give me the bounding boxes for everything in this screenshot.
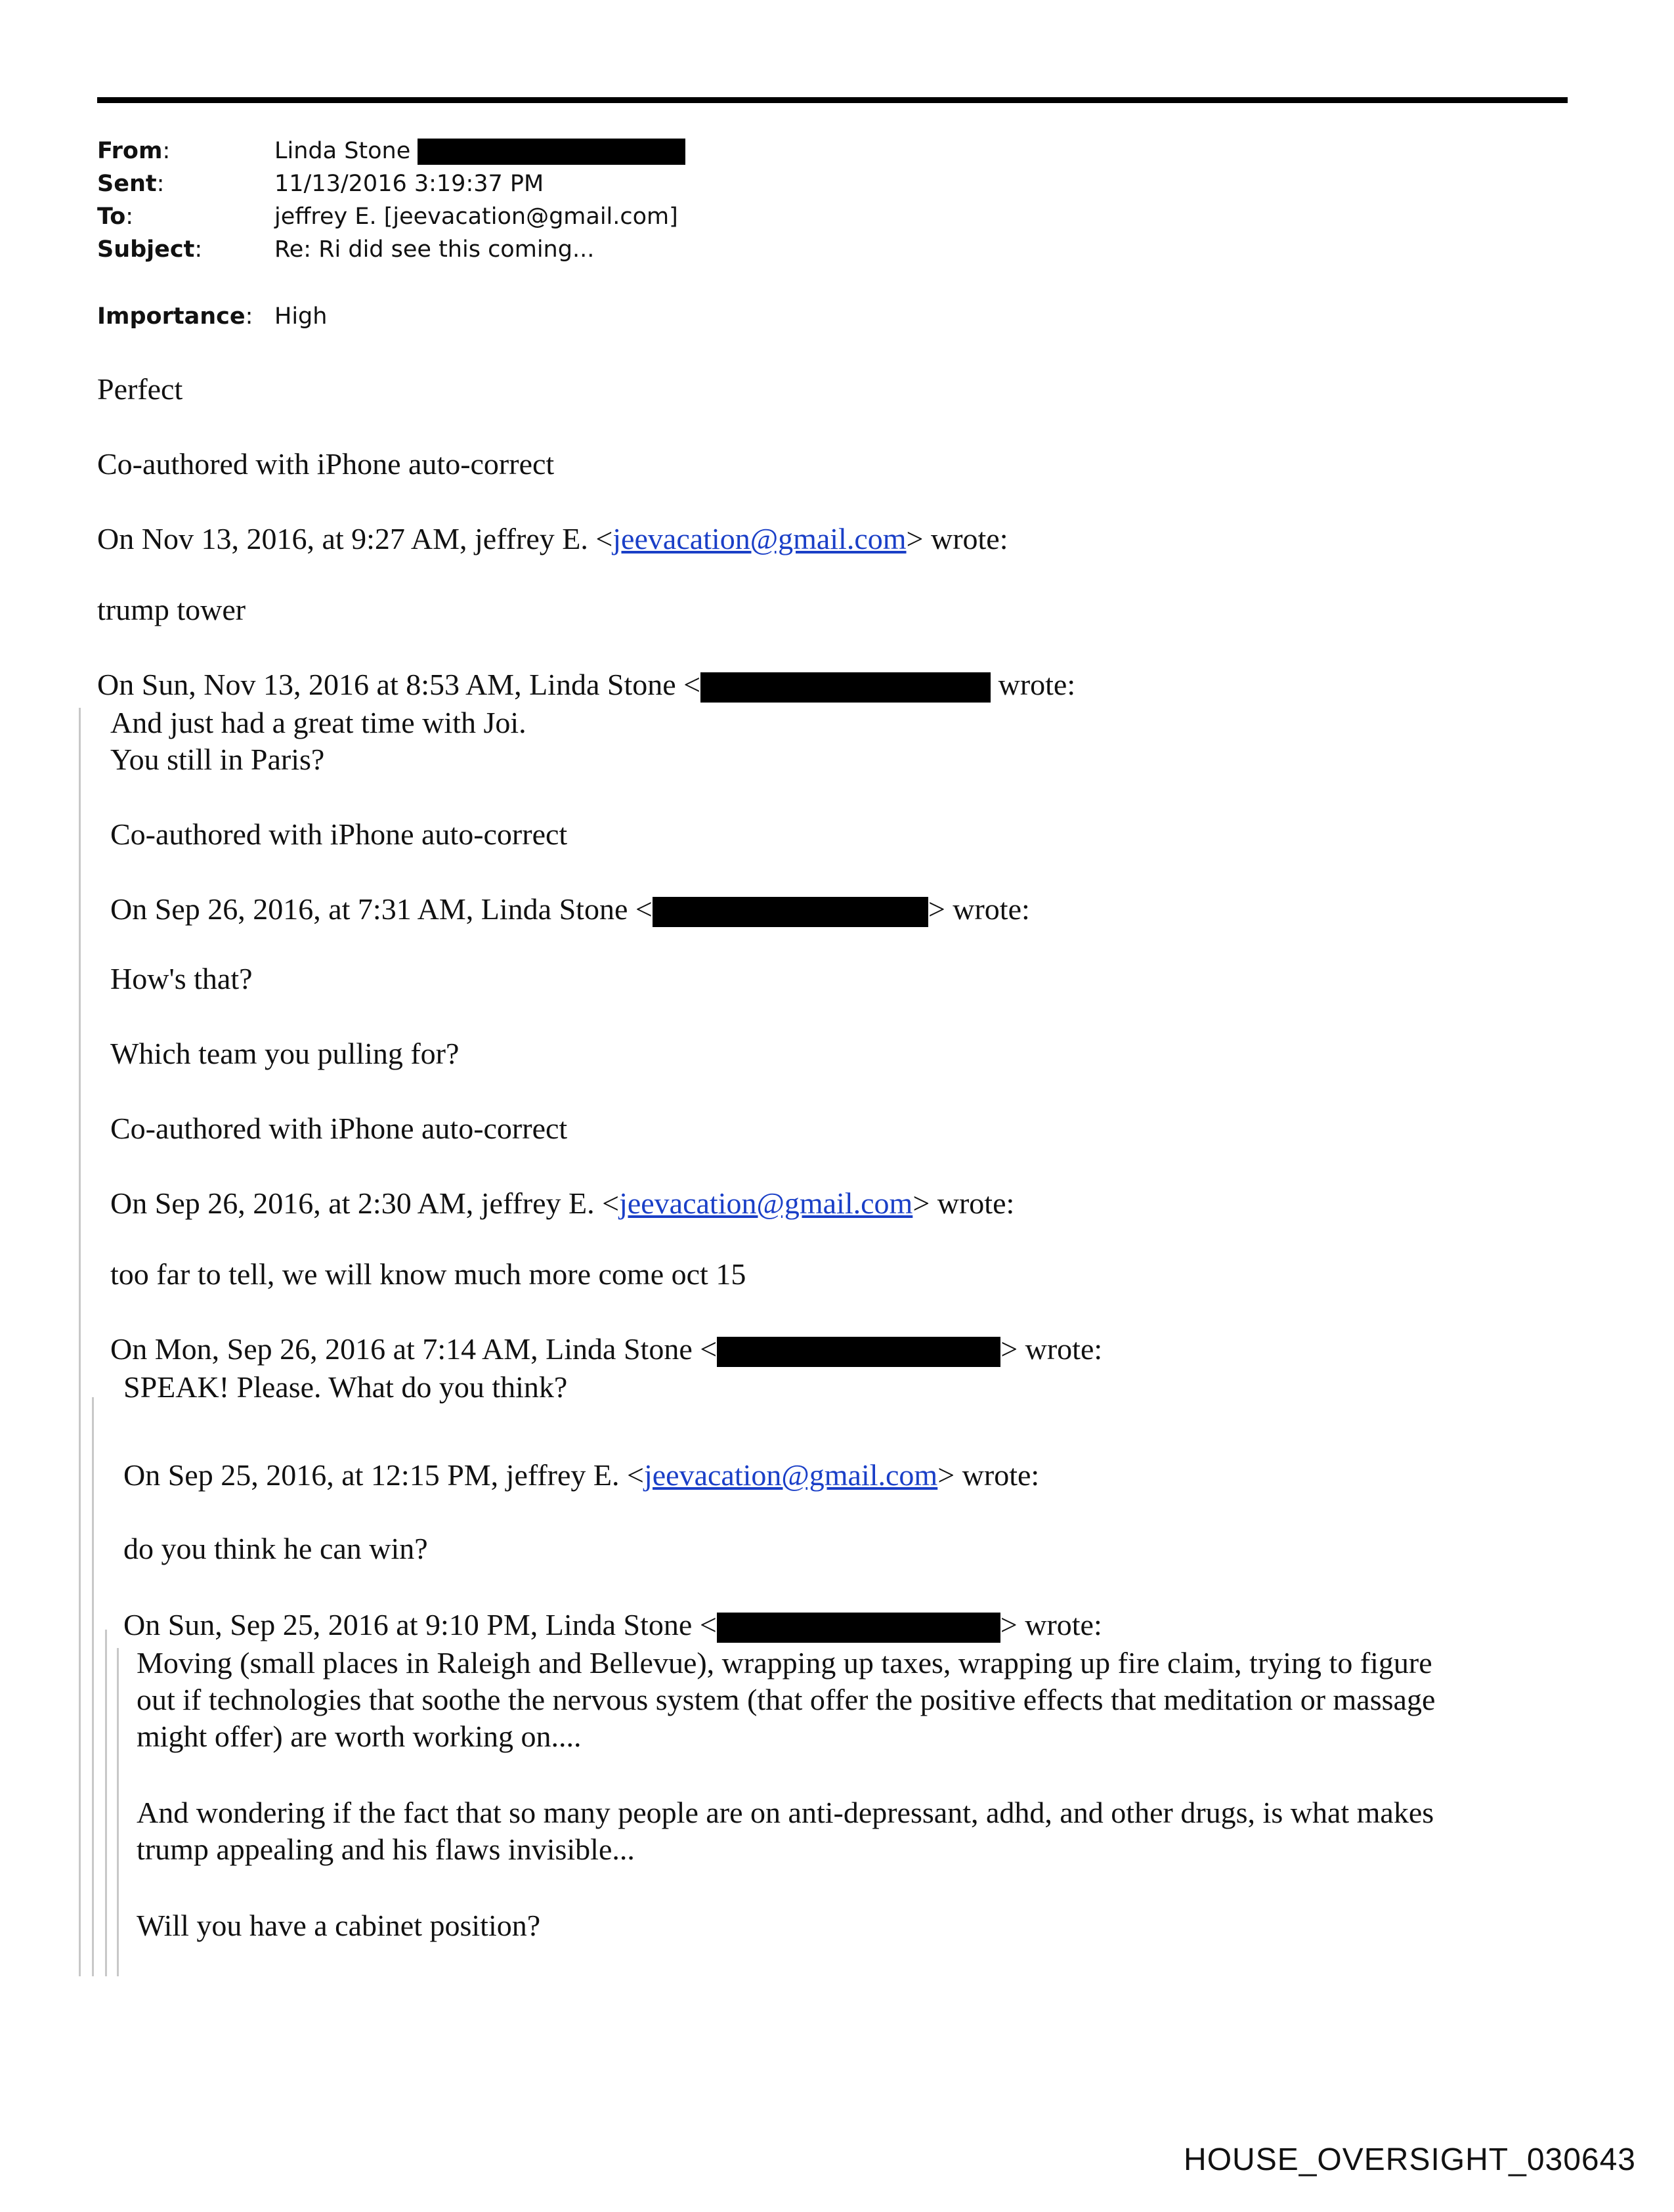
quote-bar [92,1397,94,1976]
quote-text: SPEAK! Please. What do you think? [123,1370,568,1404]
quote-text: How's that? [110,962,253,995]
quote-text: And wondering if the fact that so many people are on anti-depressant, adhd, and other drugs, is what makes [137,1796,1434,1829]
quote-header: On Sun, Nov 13, 2016 at 8:53 AM, Linda Stone < wrote: [97,666,1075,704]
to-label: To [97,204,126,230]
signature: Co-authored with iPhone auto-correct [110,1112,568,1145]
quote-header: On Sep 26, 2016, at 2:30 AM, jeffrey E. <jeevacation@gmail.com> wrote: [110,1186,1015,1220]
from-row: From: Linda Stone [97,135,170,167]
sent-label: Sent [97,171,157,197]
redaction-bar [717,1337,1000,1367]
quote-text: do you think he can win? [123,1532,428,1565]
quote-bar [117,1648,119,1976]
quote-text: Moving (small places in Raleigh and Bellevue), wrapping up taxes, wrapping up fire claim, trying to figure [137,1646,1432,1680]
quote-header: On Nov 13, 2016, at 9:27 AM, jeffrey E. <jeevacation@gmail.com> wrote: [97,522,1008,555]
importance-label: Importance [97,303,246,330]
quote-header: On Sep 25, 2016, at 12:15 PM, jeffrey E. <jeevacation@gmail.com> wrote: [123,1458,1040,1492]
quote-text: trump tower [97,593,246,626]
quote-text: trump appealing and his flaws invisible... [137,1832,635,1866]
to-value: jeffrey E. [jeevacation@gmail.com] [274,204,678,230]
signature: Co-authored with iPhone auto-correct [97,447,555,481]
quote-text: out if technologies that soothe the nervous system (that offer the positive effects that meditation or massage [137,1683,1436,1716]
importance-value: High [274,303,328,330]
quote-text: Which team you pulling for? [110,1037,460,1070]
to-row: To: jeffrey E. [jeevacation@gmail.com] [97,201,133,232]
redaction-bar [717,1613,1000,1643]
signature: Co-authored with iPhone auto-correct [110,817,568,851]
subject-label: Subject [97,236,195,263]
quote-text: Will you have a cabinet position? [137,1909,541,1942]
redaction-bar [418,139,685,165]
redaction-bar [653,897,928,927]
header-rule [97,97,1568,103]
quote-text: You still in Paris? [110,743,325,776]
email-link[interactable]: jeevacation@gmail.com [619,1186,913,1220]
quote-header: On Sep 26, 2016, at 7:31 AM, Linda Stone < > wrote: [110,890,1030,928]
sent-row: Sent: 11/13/2016 3:19:37 PM [97,168,164,200]
quote-bar [105,1630,107,1976]
reply-text: Perfect [97,372,183,406]
sent-value: 11/13/2016 3:19:37 PM [274,171,544,197]
importance-row: Importance: High [97,301,253,332]
quote-text: might offer) are worth working on.... [137,1720,582,1753]
quote-text: And just had a great time with Joi. [110,706,526,739]
subject-value: Re: Ri did see this coming... [274,236,595,263]
from-label: From [97,138,163,164]
subject-row: Subject: Re: Ri did see this coming... [97,234,202,265]
redaction-bar [700,672,991,703]
from-value: Linda Stone [274,138,411,164]
quote-header: On Mon, Sep 26, 2016 at 7:14 AM, Linda Stone < > wrote: [110,1330,1102,1368]
bates-number: HOUSE_OVERSIGHT_030643 [1184,2142,1636,2177]
quote-header: On Sun, Sep 25, 2016 at 9:10 PM, Linda Stone < > wrote: [123,1606,1102,1644]
email-link[interactable]: jeevacation@gmail.com [612,522,907,555]
quote-bar [79,708,81,1976]
quote-text: too far to tell, we will know much more come oct 15 [110,1257,746,1291]
email-link[interactable]: jeevacation@gmail.com [643,1458,938,1492]
